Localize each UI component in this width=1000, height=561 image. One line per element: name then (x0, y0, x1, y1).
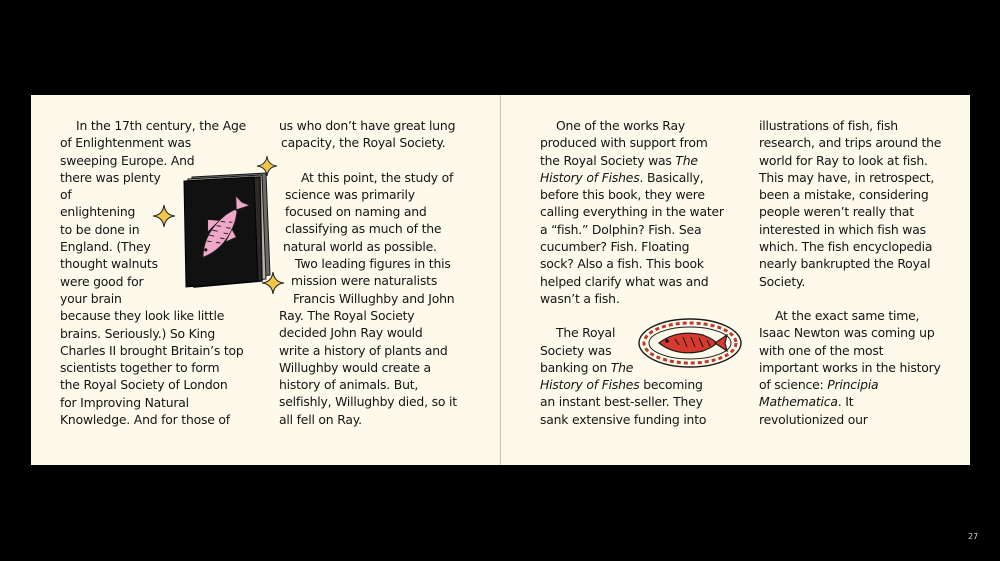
text-line: of (60, 187, 72, 203)
text-line: produced with support from (540, 135, 708, 151)
text-line: calling everything in the water (540, 204, 724, 220)
text-line: decided John Ray would (279, 325, 423, 341)
text-line: nearly bankrupted the Royal (759, 256, 931, 272)
text-line: Knowledge. And for those of (60, 412, 230, 428)
column-4 (759, 117, 941, 428)
text-line: classifying as much of the (285, 221, 442, 237)
text-line: there was plenty (60, 169, 161, 185)
text-line: wasn’t a fish. (540, 290, 620, 306)
text-line: selfishly, Willughby died, so it (279, 394, 457, 410)
text-line: a “fish.” Dolphin? Fish. Sea (540, 221, 702, 237)
text-line: before this book, they were (540, 187, 705, 203)
text-line: were good for (60, 273, 144, 289)
column-3 (540, 117, 724, 428)
text-line: natural world as possible. (283, 238, 437, 254)
text-line: At the exact same time, (775, 307, 920, 323)
sparkle-icon (153, 205, 175, 227)
text-line: all fell on Ray. (279, 411, 362, 427)
text-line: Ray. The Royal Society (279, 307, 415, 323)
column-2 (279, 117, 457, 428)
text-line: of Enlightenment was (60, 135, 192, 151)
text-line: sock? Also a fish. This book (540, 256, 704, 272)
text-line: sweeping Europe. And (60, 152, 195, 168)
text-line: revolutionized our (759, 411, 868, 427)
text-line: Charles II brought Britain’s top (60, 342, 244, 358)
text-line: your brain (60, 290, 122, 306)
text-line: the Royal Society was The (540, 152, 698, 168)
text-line: The Royal (556, 325, 616, 341)
text-line: thought walnuts (60, 256, 158, 272)
text-line: scientists together to form (60, 360, 220, 376)
text-line: capacity, the Royal Society. (281, 135, 446, 151)
text-line: of science: Principia (759, 377, 879, 393)
text-line: banking on The (540, 359, 634, 375)
text-line: enlightening (60, 204, 136, 220)
text-line: to be done in (60, 221, 140, 237)
fish-book-illustration (182, 171, 272, 289)
text-line: One of the works Ray (556, 118, 685, 133)
text-line: England. (They (60, 239, 151, 255)
text-line: Isaac Newton was coming up (759, 325, 935, 341)
text-line: which. The fish encyclopedia (759, 239, 933, 255)
text-line: been a mistake, considering (759, 187, 929, 203)
text-line: people weren’t really that (759, 204, 914, 220)
text-line: Two leading figures in this (295, 256, 451, 272)
page-number: 27 (968, 532, 979, 541)
text-line: Mathematica. It (759, 394, 854, 410)
page-gutter (500, 95, 501, 465)
text-line: focused on naming and (285, 204, 427, 220)
text-line: At this point, the study of (301, 169, 454, 185)
text-line: Francis Willughby and John (293, 290, 455, 306)
text-line: This may have, in retrospect, (759, 169, 935, 185)
fish-plate-illustration (637, 317, 743, 369)
text-line: an instant best-seller. They (540, 394, 703, 410)
text-line: history of animals. But, (279, 377, 419, 393)
text-line: History of Fishes becoming (540, 377, 703, 393)
text-line: Willughby would create a (279, 359, 431, 375)
text-line: with one of the most (759, 342, 884, 358)
text-line: write a history of plants and (279, 342, 448, 358)
text-line: helped clarify what was and (540, 273, 709, 289)
text-line: important works in the history (759, 359, 941, 375)
text-line: mission were naturalists (291, 273, 438, 289)
text-line: sank extensive funding into (540, 411, 707, 427)
text-line: Society was (540, 342, 612, 358)
text-line: research, and trips around the (759, 135, 942, 151)
text-line: the Royal Society of London (60, 377, 228, 393)
book-spread (31, 95, 970, 465)
text-line: world for Ray to look at fish. (759, 152, 928, 168)
text-line: cucumber? Fish. Floating (540, 239, 690, 255)
text-line: History of Fishes. Basically, (540, 169, 704, 185)
text-line: science was primarily (285, 186, 415, 202)
text-line: In the 17th century, the Age (76, 118, 247, 133)
text-line: illustrations of fish, fish (759, 118, 898, 133)
text-line: for Improving Natural (60, 394, 189, 410)
text-line: brains. Seriously.) So King (60, 325, 216, 341)
text-line: us who don’t have great lung (279, 118, 456, 133)
text-line: interested in which fish was (759, 221, 926, 237)
text-line: Society. (759, 273, 806, 289)
text-line: because they look like little (60, 308, 225, 324)
